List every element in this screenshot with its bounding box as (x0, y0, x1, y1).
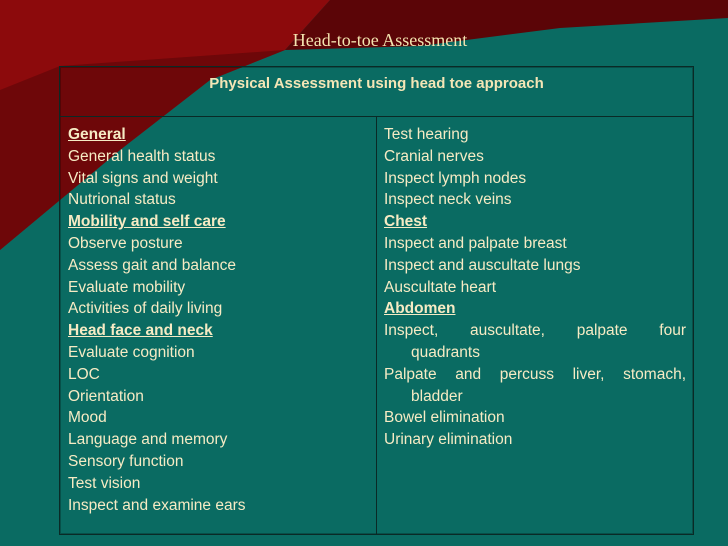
list-item: LOC (68, 365, 100, 383)
list-item: Nutrional status (68, 191, 176, 209)
list-item: Cranial nerves (384, 147, 484, 165)
list-item: General health status (68, 147, 216, 165)
list-item: Observe posture (68, 234, 183, 252)
table-header: Physical Assessment using head toe approach (209, 75, 544, 92)
list-item: Urinary elimination (384, 431, 513, 449)
left-column (68, 124, 368, 516)
list-item: Vital signs and weight (68, 169, 218, 187)
list-item: Inspect neck veins (384, 191, 512, 209)
list-item: Language and memory (68, 431, 228, 449)
list-item: Mood (68, 409, 107, 427)
list-item: Assess gait and balance (68, 256, 237, 274)
list-item: Inspect, auscultate, palpate four (384, 322, 686, 340)
list-item: Palpate and percuss liver, stomach, (384, 365, 686, 383)
list-item: Inspect lymph nodes (384, 169, 527, 187)
list-item: Activities of daily living (68, 300, 223, 318)
list-item: Inspect and examine ears (68, 496, 246, 514)
section-heading: Abdomen (384, 300, 456, 318)
list-item: Sensory function (68, 452, 184, 470)
right-column (384, 124, 686, 451)
table-header-row (60, 67, 693, 117)
list-item: Auscultate heart (384, 278, 497, 296)
section-heading: Mobility and self care (68, 213, 226, 231)
list-item: quadrants (411, 343, 480, 361)
list-item: Bowel elimination (384, 409, 505, 427)
slide-title: Head-to-toe Assessment (292, 30, 468, 50)
list-item: bladder (411, 387, 463, 405)
assessment-table (59, 66, 694, 535)
list-item: Test vision (68, 474, 141, 492)
section-heading: Chest (384, 213, 428, 231)
section-heading: Head face and neck (68, 322, 213, 340)
list-item: Evaluate mobility (68, 278, 186, 296)
list-item: Test hearing (384, 126, 469, 143)
list-item: Evaluate cognition (68, 343, 195, 361)
list-item: Inspect and auscultate lungs (384, 256, 581, 274)
list-item: Orientation (68, 387, 144, 405)
section-heading: General (68, 126, 126, 143)
list-item: Inspect and palpate breast (384, 234, 567, 252)
column-divider (376, 117, 377, 534)
